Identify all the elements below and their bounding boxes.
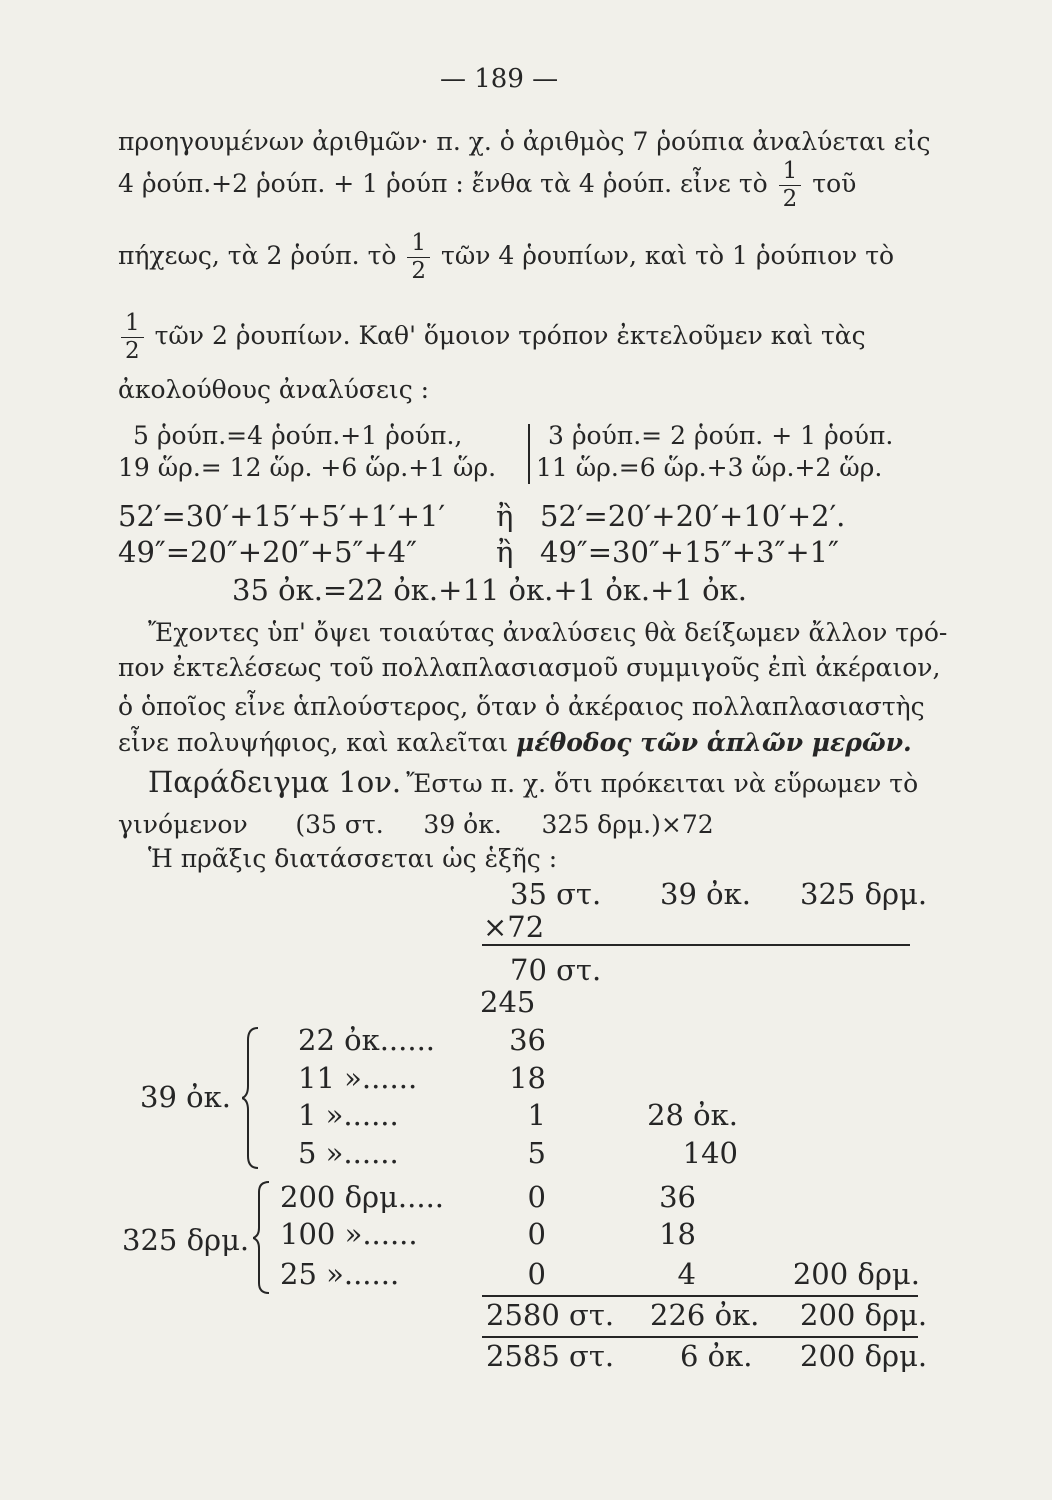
calc-rule [482, 944, 910, 946]
part-oka-value: 28 ὀκ. [647, 1098, 738, 1132]
fraction-one-half [407, 232, 430, 283]
text-line: Ἔχοντες ὑπ' ὄψει τοιαύτας ἀναλύσεις θὰ δείξωμεν ἄλλον τρό- [148, 618, 948, 647]
calc-row-245: 245 [480, 985, 536, 1019]
text-fragment: τῶν 2 ῥουπίων. Καθ' ὅμοιον τρόπον ἐκτελοῦμεν καὶ τὰς [154, 321, 866, 350]
brace-icon [242, 1026, 260, 1170]
analysis-seconds-right: 49″=30″+15″+3″+1″ [540, 535, 839, 569]
sum2-oka: 6 ὀκ. [680, 1339, 753, 1373]
analysis-minutes-left: 52′=30′+15′+5′+1′+1′ [118, 499, 446, 533]
method-name: μέθοδος τῶν ἁπλῶν μερῶν. [516, 728, 912, 757]
analysis-left-2: 19 ὥρ.= 12 ὥρ. +6 ὥρ.+1 ὥρ. [118, 453, 497, 482]
calc-top-stater: 35 στ. [510, 877, 602, 911]
sum2-stater: 2585 στ. [486, 1339, 615, 1373]
part-label: 100 »...... [280, 1217, 418, 1251]
calc-multiplier: ×72 [483, 910, 545, 944]
analysis-oka: 35 ὀκ.=22 ὀκ.+11 ὀκ.+1 ὀκ.+1 ὀκ. [232, 573, 747, 607]
text-line: ὁ ὁποῖος εἶνε ἁπλούστερος, ὅταν ὁ ἀκέραιος πολλαπλασιαστὴς [118, 692, 925, 721]
analysis-left-1: 5 ῥούπ.=4 ῥούπ.+1 ῥούπ., [133, 421, 463, 450]
fraction-one-half [121, 312, 144, 363]
text-line: γινόμενον (35 στ. 39 ὀκ. 325 δρμ.)×72 [118, 810, 714, 839]
text-fragment: πήχεως, τὰ 2 ῥούπ. τὸ [118, 241, 397, 270]
page-number: — 189 — [440, 64, 559, 94]
column-divider [528, 424, 530, 484]
text-fragment: τῶν 4 ῥουπίων, καὶ τὸ 1 ῥούπιον τὸ [441, 241, 895, 270]
fraction-denominator: 2 [411, 258, 427, 284]
sum1-stater: 2580 στ. [486, 1298, 615, 1332]
calc-rule [482, 1295, 918, 1297]
part-label: 22 ὀκ...... [298, 1023, 436, 1057]
calc-rule [482, 1336, 918, 1338]
sum1-drami: 200 δρμ. [800, 1298, 928, 1332]
text-line [118, 728, 912, 757]
group-label-drami: 325 δρμ. [122, 1223, 250, 1257]
text-fragment: εἶνε πολυψήφιος, καὶ καλεῖται [118, 728, 509, 757]
text-line [118, 160, 856, 211]
part-oka-value: 140 [682, 1136, 738, 1170]
fraction-one-half [779, 160, 802, 211]
text-line: προηγουμένων ἀριθμῶν· π. χ. ὁ ἀριθμὸς 7 ῥούπια ἀναλύεται εἰς [118, 127, 931, 156]
brace-icon [253, 1180, 271, 1295]
analysis-or: ἢ [496, 499, 514, 533]
text-line [118, 232, 894, 283]
part-oka-value: 4 [677, 1257, 696, 1291]
sum2-drami: 200 δρμ. [800, 1339, 928, 1373]
part-label: 1 »...... [298, 1098, 399, 1132]
text-fragment: Ἔστω π. χ. ὅτι πρόκειται νὰ εὕρωμεν τὸ [406, 769, 919, 798]
text-line: ἀκολούθους ἀναλύσεις : [118, 375, 430, 404]
analysis-or: ἢ [496, 535, 514, 569]
part-drami-value: 200 δρμ. [792, 1257, 920, 1291]
example-heading: Παράδειγμα 1ον. [148, 765, 402, 799]
part-stater-value: 0 [527, 1180, 546, 1214]
part-oka-value: 18 [659, 1217, 696, 1251]
part-oka-value: 36 [659, 1180, 696, 1214]
fraction-numerator: 1 [407, 232, 430, 258]
text-line: πον ἐκτελέσεως τοῦ πολλαπλασιασμοῦ συμμιγοῦς ἐπὶ ἀκέραιον, [118, 653, 941, 682]
group-label-oka: 39 ὀκ. [140, 1080, 231, 1114]
part-stater-value: 0 [527, 1217, 546, 1251]
part-label: 11 »...... [298, 1061, 418, 1095]
part-stater-value: 0 [527, 1257, 546, 1291]
analysis-right-2: 11 ὥρ.=6 ὥρ.+3 ὥρ.+2 ὥρ. [536, 453, 883, 482]
part-stater-value: 1 [527, 1098, 546, 1132]
calc-row-70: 70 στ. [510, 953, 602, 987]
analysis-right-1: 3 ῥούπ.= 2 ῥούπ. + 1 ῥούπ. [548, 421, 894, 450]
fraction-numerator: 1 [779, 160, 802, 186]
fraction-denominator: 2 [125, 338, 140, 364]
part-stater-value: 5 [527, 1136, 546, 1170]
part-stater-value: 18 [509, 1061, 546, 1095]
sum1-oka: 226 ὀκ. [650, 1298, 760, 1332]
part-label: 25 »...... [280, 1257, 400, 1291]
calc-top-drami: 325 δρμ. [800, 877, 928, 911]
part-label: 5 »...... [298, 1136, 399, 1170]
fraction-numerator: 1 [121, 312, 144, 338]
analysis-seconds-left: 49″=20″+20″+5″+4″ [118, 535, 417, 569]
part-label: 200 δρμ..... [280, 1180, 445, 1214]
analysis-minutes-right: 52′=20′+20′+10′+2′. [540, 499, 846, 533]
part-stater-value: 36 [509, 1023, 546, 1057]
text-fragment: 4 ῥούπ.+2 ῥούπ. + 1 ῥούπ : ἔνθα τὰ 4 ῥούπ. εἶνε τὸ [118, 169, 768, 198]
text-fragment: τοῦ [812, 169, 857, 198]
text-line [148, 765, 918, 799]
calc-top-oka: 39 ὀκ. [660, 877, 751, 911]
text-line [118, 312, 866, 363]
fraction-denominator: 2 [782, 186, 798, 212]
text-line: Ἡ πρᾶξις διατάσσεται ὡς ἑξῆς : [148, 844, 558, 873]
